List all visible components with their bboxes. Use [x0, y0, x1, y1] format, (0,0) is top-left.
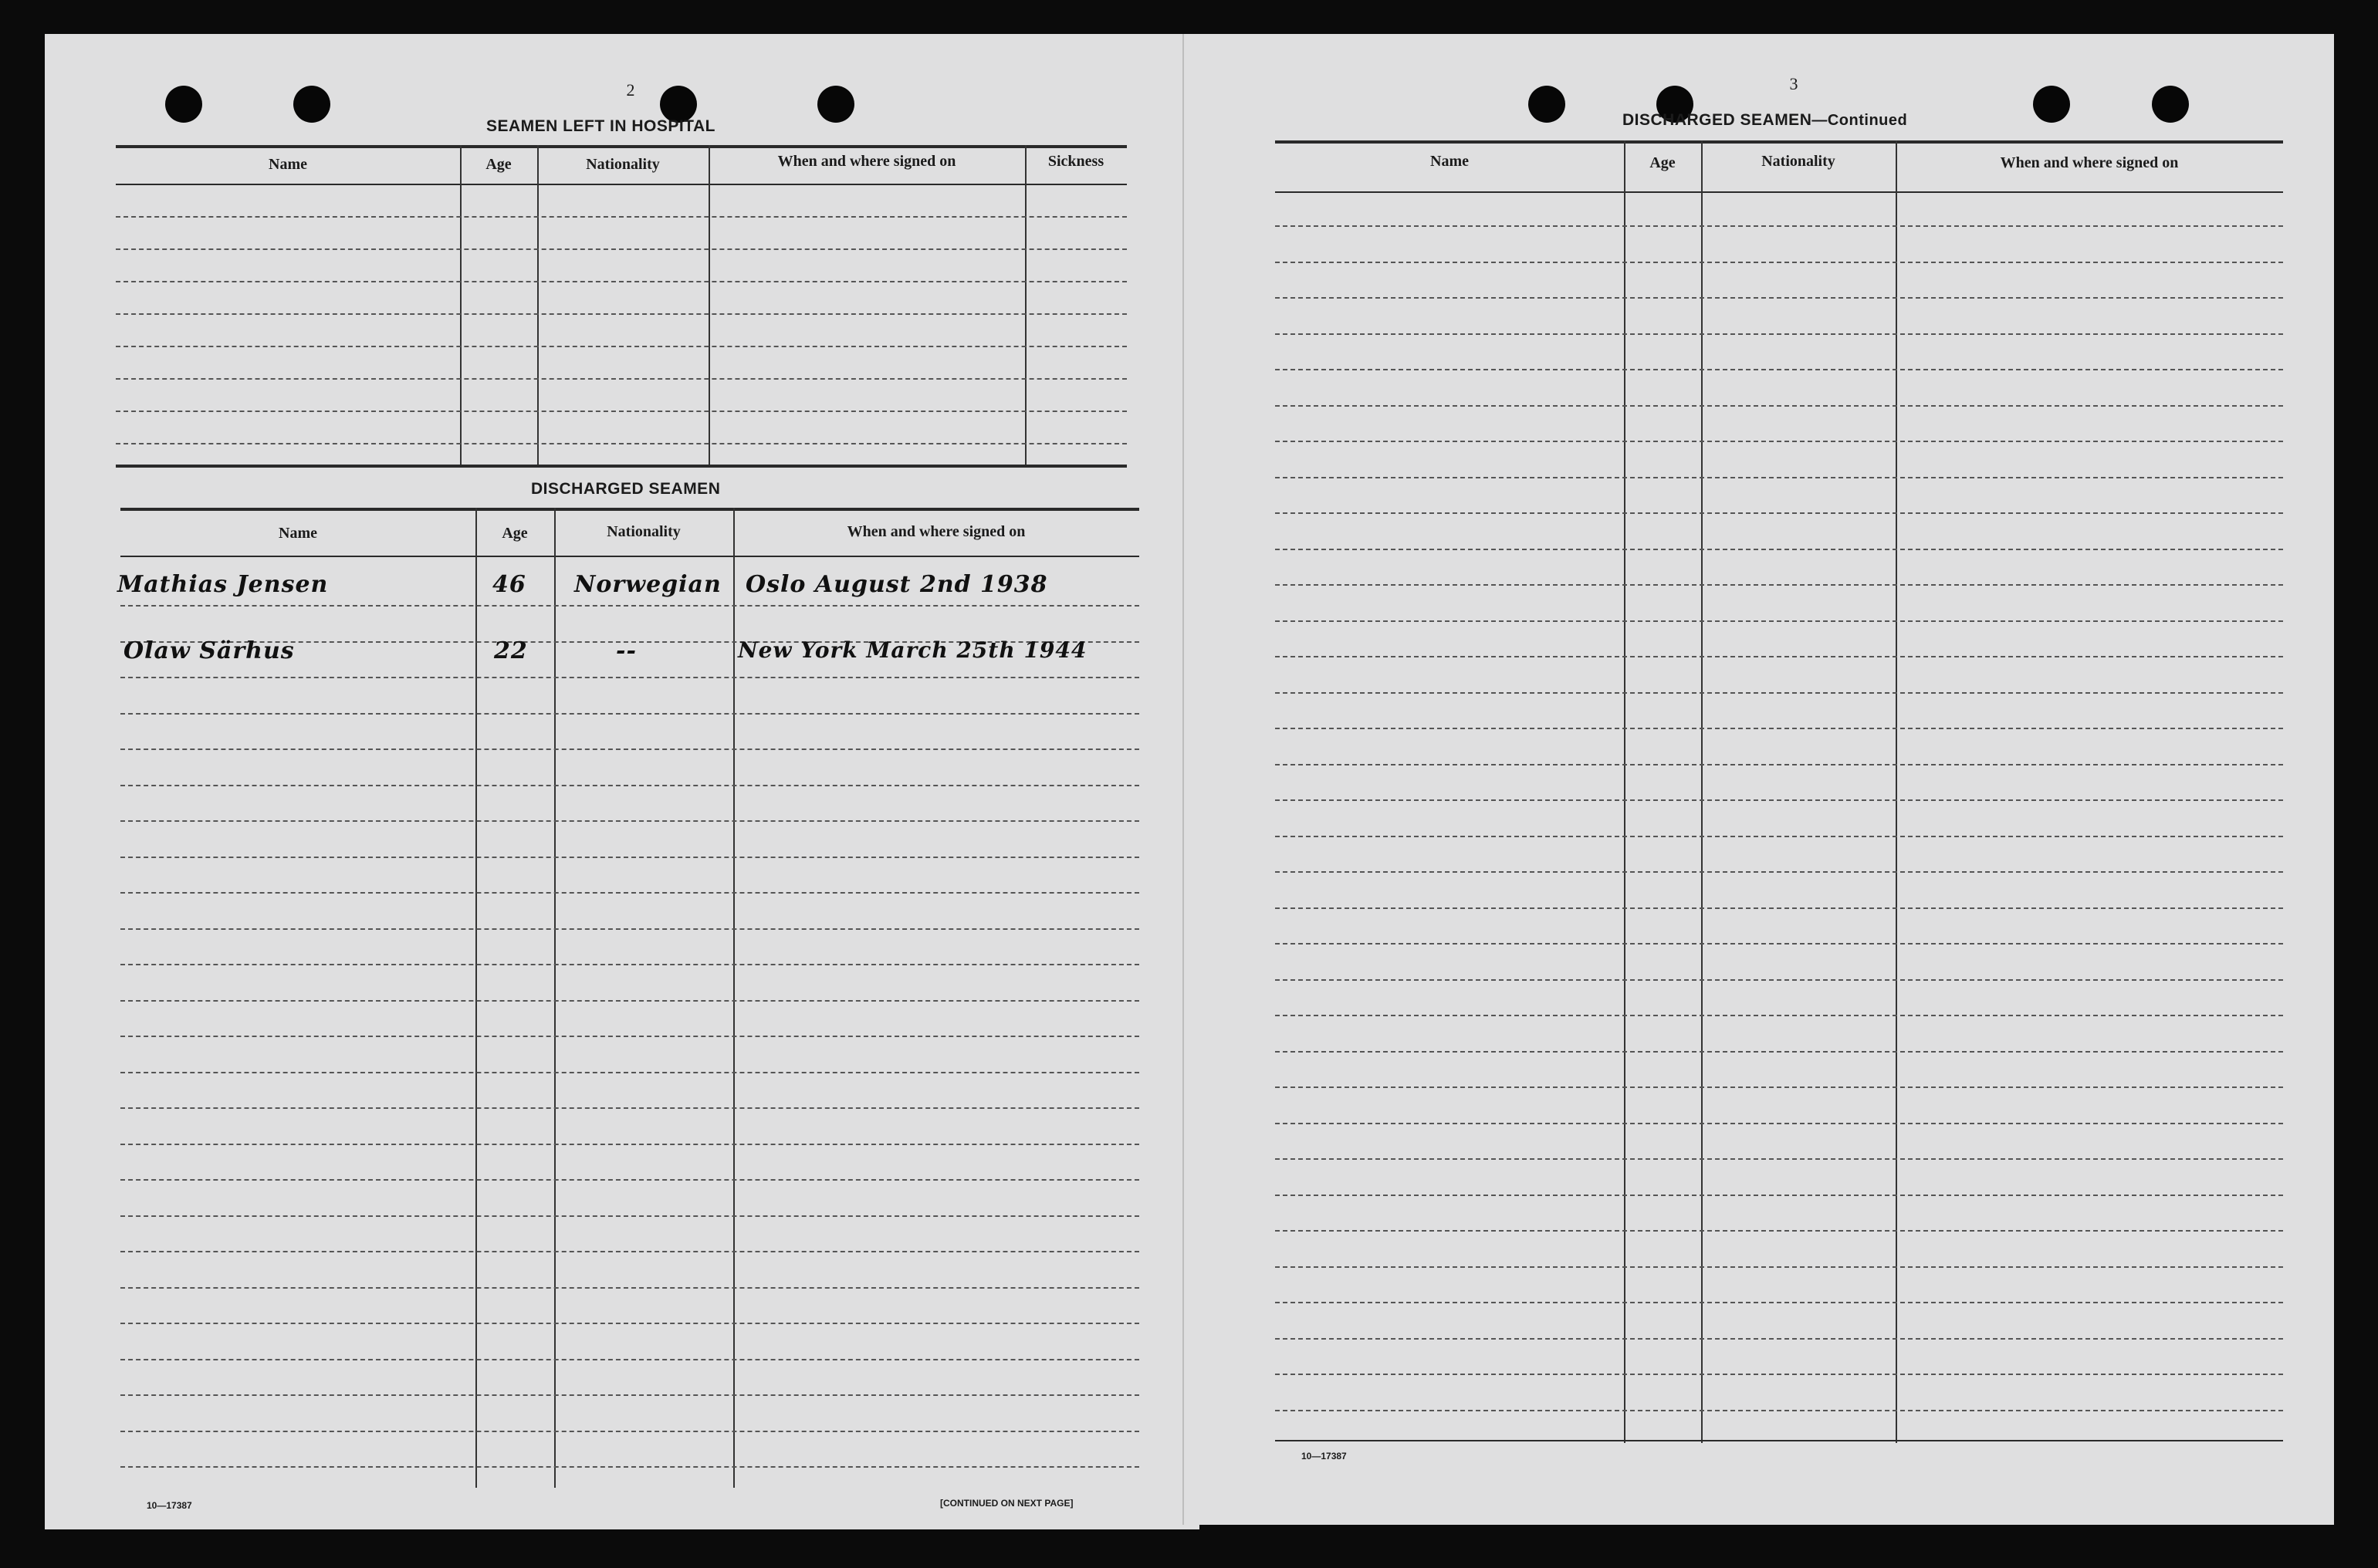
discharged-continued-table: [1275, 140, 2283, 1443]
ruled-line: [120, 1179, 1139, 1181]
ruled-line: [1275, 1410, 2283, 1411]
punch-hole: [2033, 86, 2070, 123]
ruled-line: [120, 785, 1139, 786]
ruled-line: [1275, 943, 2283, 945]
ruled-line: [1275, 1051, 2283, 1053]
ruled-line: [1275, 1015, 2283, 1016]
page-number: 3: [1789, 74, 1798, 93]
ruled-line: [1275, 799, 2283, 801]
ruled-line: [1275, 549, 2283, 550]
ruled-line: [1275, 441, 2283, 442]
ruled-line: [120, 1394, 1139, 1396]
discharged-section-title: DISCHARGED SEAMEN: [531, 480, 721, 498]
ruled-line: [120, 1000, 1139, 1002]
ruled-line: [1275, 836, 2283, 837]
continued-note: [CONTINUED ON NEXT PAGE]: [940, 1498, 1074, 1509]
punch-hole: [2152, 86, 2189, 123]
ruled-line: [120, 1107, 1139, 1109]
ruled-line: [1275, 979, 2283, 981]
ruled-line: [1275, 1230, 2283, 1232]
title-main: DISCHARGED SEAMEN: [1622, 111, 1812, 129]
column-header-signed-on: When and where signed on: [847, 523, 1026, 540]
seaman-name: Olaw Särhus: [123, 637, 295, 664]
seaman-nationality: Norwegian: [574, 571, 722, 598]
ruled-line: [1275, 692, 2283, 694]
ruled-line: [120, 820, 1139, 822]
ruled-line: [1275, 369, 2283, 370]
ruled-line: [120, 749, 1139, 750]
ruled-line: [1275, 297, 2283, 299]
column-header-sickness: Sickness: [1047, 153, 1104, 170]
column-header-age: Age: [502, 525, 528, 542]
ruled-line: [1275, 225, 2283, 227]
ruled-line: [1275, 1338, 2283, 1340]
column-header-name: Name: [279, 525, 317, 542]
ruled-line: [120, 1144, 1139, 1145]
ruled-line: [1275, 1374, 2283, 1375]
ruled-line: [1275, 907, 2283, 909]
ruled-line: [120, 1466, 1139, 1468]
column-header-signed-on: When and where signed on: [777, 153, 956, 170]
ruled-line: [1275, 656, 2283, 657]
hospital-section-title: SEAMEN LEFT IN HOSPITAL: [486, 117, 715, 135]
ruled-line: [120, 928, 1139, 930]
ruled-line: [1275, 871, 2283, 873]
column-header-name: Name: [1430, 153, 1469, 170]
title-suffix: —Continued: [1811, 112, 1908, 129]
ruled-line: [1275, 728, 2283, 729]
seaman-age: 22: [494, 637, 528, 664]
column-header-nationality: Nationality: [586, 156, 660, 173]
page-number: 2: [626, 80, 635, 100]
discharged-continued-title: [1622, 111, 1907, 130]
left-page: [45, 34, 1199, 1529]
ruled-line: [120, 1215, 1139, 1217]
seaman-name: Mathias Jensen: [117, 571, 329, 598]
column-header-age: Age: [485, 156, 512, 173]
ruled-line: [1275, 1123, 2283, 1124]
column-header-name: Name: [269, 156, 307, 173]
ruled-line: [1275, 1195, 2283, 1196]
ruled-line: [120, 605, 1139, 607]
seaman-nationality: --: [616, 637, 637, 664]
ruled-line: [120, 1359, 1139, 1360]
ruled-line: [1275, 1266, 2283, 1268]
ruled-line: [120, 713, 1139, 715]
punch-hole: [1528, 86, 1565, 123]
ruled-line: [1275, 477, 2283, 478]
ruled-line: [1275, 764, 2283, 765]
ruled-line: [120, 857, 1139, 858]
punch-hole: [165, 86, 202, 123]
column-header-nationality: Nationality: [607, 523, 681, 540]
column-header-nationality: Nationality: [1761, 153, 1835, 170]
seaman-age: 46: [492, 571, 526, 598]
hospital-table: [116, 145, 1127, 468]
punch-hole: [293, 86, 330, 123]
ruled-line: [1275, 512, 2283, 514]
column-header-age: Age: [1649, 154, 1676, 171]
ruled-line: [1275, 584, 2283, 586]
column-header-signed-on: When and where signed on: [2000, 154, 2179, 171]
ruled-line: [1275, 333, 2283, 335]
seaman-signed-on: Oslo August 2nd 1938: [746, 571, 1048, 598]
ruled-line: [120, 1036, 1139, 1037]
punch-hole: [817, 86, 854, 123]
ruled-line: [1275, 1158, 2283, 1160]
ruled-line: [120, 964, 1139, 965]
ruled-line: [120, 1251, 1139, 1252]
seaman-signed-on: New York March 25th 1944: [738, 637, 1088, 663]
ruled-line: [1275, 620, 2283, 622]
form-number: 10—17387: [1301, 1451, 1347, 1462]
ruled-line: [120, 1431, 1139, 1432]
discharged-table: [117, 508, 1139, 1488]
ruled-line: [120, 892, 1139, 894]
ruled-line: [1275, 405, 2283, 407]
ruled-line: [120, 677, 1139, 678]
ruled-line: [1275, 1086, 2283, 1088]
form-number: 10—17387: [147, 1500, 192, 1511]
right-page: [1182, 34, 2334, 1525]
ruled-line: [120, 1323, 1139, 1324]
ruled-line: [120, 1072, 1139, 1073]
ruled-line: [1275, 262, 2283, 263]
ruled-line: [120, 1287, 1139, 1289]
ruled-line: [1275, 1302, 2283, 1303]
